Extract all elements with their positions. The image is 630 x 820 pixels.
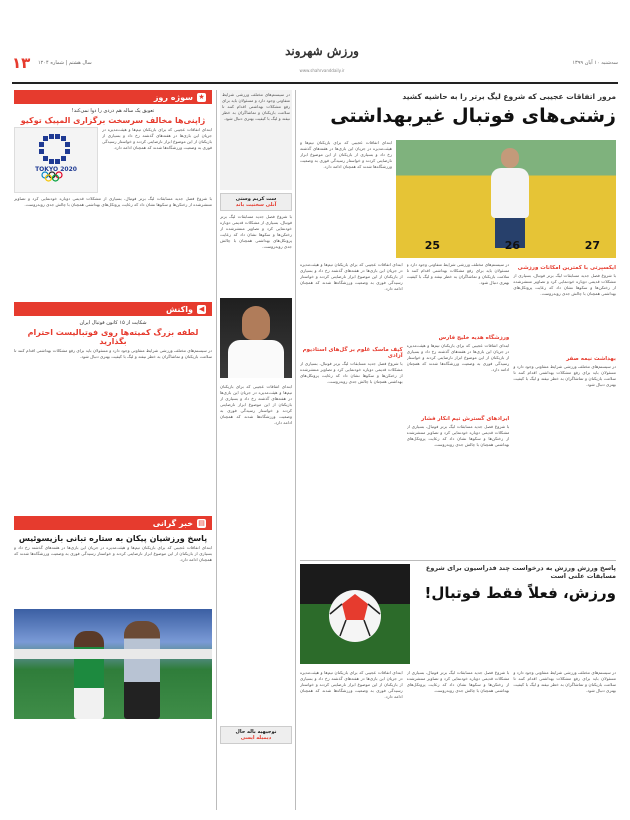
special-news-headline: پاسخ ورزشیان پیکان به ستاره تبانی بازیسوئیس [18, 534, 208, 543]
seat-number-25: 25 [424, 239, 440, 252]
football-ball-photo [300, 564, 410, 664]
lead-body-col-middle [407, 262, 510, 490]
lead-body-col-left [513, 262, 616, 490]
olympic-emblem-icon [13, 128, 97, 194]
news-of-day-body: ابتدای اتفاقات عجیبی که برای بازیکنان تیم‌ها و هیئت‌مدیره در جریان این بازی‌ها در هفته‌های گذشته رخ داد و بسیاری از بازیکنان از این موضوع ابراز نارضایتی کردند و خواستار رسیدگی فوری به وضعیت ورزشگاه‌ها شدند که همچنان ادامه دارد. [102, 127, 212, 150]
lead-subhead: کیف ماسک غلوم بر گل‌های استادیوم آزادی [302, 347, 403, 359]
brand-logo [282, 44, 362, 68]
stadium-seats-photo [396, 140, 616, 258]
lead-subhead: بهداشت نیمه صفر [566, 356, 616, 362]
lead-body-text: در سیستم‌های مختلف ورزشی شرایط متفاوتی وجود دارد و مسئولان باید برای رفع مشکلات بهداشتی اقدام کنند تا سلامت بازیکنان و تماشاگران به خطر نیفتد و لیگ با کیفیت بهتری دنبال شود. [406, 262, 510, 285]
special-news-label: خبر گرانی [152, 518, 193, 528]
page-header [12, 44, 618, 86]
side-column [220, 90, 292, 810]
lead-body-text: با شروع فصل جدید مسابقات لیگ برتر فوتبال، بسیاری از مشکلات قدیمی دوباره خودنمایی کرد و تصاویر منتشرشده از رختکن‌ها و سکوها نشان داد که رعایت پروتکل‌های بهداشتی همچنان با چالش جدی روبه‌روست. [406, 424, 510, 447]
side-news-title: ست کریم وستی [235, 196, 277, 202]
player-figure [74, 631, 104, 719]
seat-number-26: 26 [504, 239, 520, 252]
lead-body-columns [300, 262, 616, 490]
spectator-figure [491, 148, 529, 248]
side-news-box [220, 193, 292, 211]
ad-board [14, 649, 212, 659]
football-match-photo [14, 609, 212, 719]
header-rule [12, 82, 618, 84]
reaction-kicker: شکایت از ۱۵ کانون فوتبال ایران [79, 320, 147, 326]
issue-line: سال هشتم | شماره ۱۲۰۴ [38, 60, 92, 66]
tokyo-logo-text: TOKYO 2020 [35, 166, 77, 173]
special-news-body: ابتدای اتفاقات عجیبی که برای بازیکنان تیم‌ها و هیئت‌مدیره در جریان این بازی‌ها در هفته‌های گذشته رخ داد و بسیاری از بازیکنان از این موضوع ابراز نارضایتی کردند و خواستار رسیدگی فوری به وضعیت ورزشگاه‌ها شدند که همچنان ادامه دارد. [14, 545, 212, 562]
news-of-day-label: سوژه روز [153, 92, 193, 102]
wrestling-body-text: در سیستم‌های مختلف ورزشی شرایط متفاوتی وجود دارد و مسئولان باید برای رفع مشکلات بهداشتی اقدام کنند تا سلامت بازیکنان و تماشاگران به خطر نیفتد و لیگ با کیفیت بهتری دنبال شود. [513, 670, 616, 693]
page-number: ۱۳ [12, 54, 31, 72]
side-column-top-text: در سیستم‌های مختلف ورزشی شرایط متفاوتی وجود دارد و مسئولان باید برای رفع مشکلات بهداشتی اقدام کنند تا سلامت بازیکنان و تماشاگران به خطر نیفتد و لیگ با کیفیت بهتری دنبال شود. [220, 90, 292, 190]
news-of-day-ribbon [14, 90, 212, 104]
lead-body-text: با شروع فصل جدید مسابقات لیگ برتر فوتبال، بسیاری از مشکلات قدیمی دوباره خودنمایی کرد و تصاویر منتشرشده از رختکن‌ها و سکوها نشان داد که رعایت پروتکل‌های بهداشتی همچنان با چالش جدی روبه‌روست. [513, 273, 616, 296]
reaction-body: در سیستم‌های مختلف ورزشی شرایط متفاوتی وجود دارد و مسئولان باید برای رفع مشکلات بهداشتی اقدام کنند تا سلامت بازیکنان و تماشاگران به خطر نیفتد و لیگ با کیفیت بهتری دنبال شود. [14, 348, 212, 359]
wrestling-body-columns [300, 670, 616, 814]
news-of-day-body-2: با شروع فصل جدید مسابقات لیگ برتر فوتبال، بسیاری از مشکلات قدیمی دوباره خودنمایی کرد و تصاویر منتشرشده از رختکن‌ها و سکوها نشان داد که رعایت پروتکل‌های بهداشتی همچنان با چالش جدی روبه‌روست. [14, 196, 212, 207]
player-figure [124, 621, 160, 719]
player-portrait-photo [220, 298, 292, 378]
reaction-ribbon [14, 302, 212, 316]
lead-body-text: با شروع فصل جدید مسابقات لیگ برتر فوتبال، بسیاری از مشکلات قدیمی دوباره خودنمایی کرد و تصاویر منتشرشده از رختکن‌ها و سکوها نشان داد که رعایت پروتکل‌های بهداشتی همچنان با چالش جدی روبه‌روست. [299, 361, 403, 384]
lead-story [300, 90, 616, 490]
tokyo-2020-logo [14, 127, 98, 193]
side-column-text-2: ابتدای اتفاقات عجیبی که برای بازیکنان تیم‌ها و هیئت‌مدیره در جریان این بازی‌ها در هفته‌های گذشته رخ داد و بسیاری از بازیکنان از این موضوع ابراز نارضایتی کردند و خواستار رسیدگی فوری به وضعیت ورزشگاه‌ها شدند که همچنان ادامه دارد. [220, 384, 292, 425]
special-news-ribbon [14, 516, 212, 530]
wrestling-side-title: نوجیهیه باله حال [235, 729, 277, 735]
lead-subhead: ایرادهای گسترش تیم انکار فشار [421, 416, 510, 422]
wrestling-body-text: با شروع فصل جدید مسابقات لیگ برتر فوتبال، بسیاری از مشکلات قدیمی دوباره خودنمایی کرد و تصاویر منتشرشده از رختکن‌ها و سکوها نشان داد که رعایت پروتکل‌های بهداشتی همچنان با چالش جدی روبه‌روست. [406, 670, 510, 693]
wrestling-story [300, 564, 616, 814]
news-of-day-headline: ژاپنی‌ها مخالف سرسخت برگزاری المپیک توکیو [20, 116, 206, 125]
date-meta: سه‌شنبه ۱۰ آبان ۱۳۹۹ [572, 60, 618, 66]
wrestling-side-subtitle: دیمیله ایسی [240, 735, 272, 741]
lead-kicker: مرور اتفاقات عجیبی که شروع لیگ برتر را به حاشیه کشید [402, 92, 616, 101]
lead-title: زشتی‌های فوتبال غیربهداشتی [330, 105, 616, 127]
seat-number-27: 27 [584, 239, 600, 252]
reaction-label: واکنش [166, 304, 193, 314]
brand-name: ورزش شهروند [285, 44, 359, 58]
arrow-icon: ◀ [198, 305, 205, 313]
wrestling-side-box [220, 726, 292, 744]
star-icon: ★ [198, 93, 205, 101]
column-divider [216, 90, 217, 810]
side-column-text: با شروع فصل جدید مسابقات لیگ برتر فوتبال، بسیاری از مشکلات قدیمی دوباره خودنمایی کرد و تصاویر منتشرشده از رختکن‌ها و سکوها نشان داد که رعایت پروتکل‌های بهداشتی همچنان با چالش جدی روبه‌روست. [220, 214, 292, 249]
lead-subhead: ایکسپرتی با کمترین امکانات ورزشی [517, 265, 616, 271]
football-icon [300, 564, 410, 664]
lead-body-col-right [300, 262, 403, 490]
brand-website: www.shahrvanddaily.ir [299, 68, 345, 73]
player-head [242, 306, 270, 340]
lead-subhead: ورزشگاه هدیه خلیج فارس [438, 335, 510, 341]
lead-intro-text: ابتدای اتفاقات عجیبی که برای بازیکنان تیم‌ها و هیئت‌مدیره در جریان این بازی‌ها در هفته‌های گذشته رخ داد و بسیاری از بازیکنان از این موضوع ابراز نارضایتی کردند و خواستار رسیدگی فوری به وضعیت ورزشگاه‌ها شدند که همچنان ادامه دارد. [300, 140, 392, 169]
story-divider [300, 560, 616, 561]
wrestling-title: ورزش، فعلاً فقط فوتبال! [424, 584, 616, 602]
lead-body-text: ابتدای اتفاقات عجیبی که برای بازیکنان تیم‌ها و هیئت‌مدیره در جریان این بازی‌ها در هفته‌های گذشته رخ داد و بسیاری از بازیکنان از این موضوع ابراز نارضایتی کردند و خواستار رسیدگی فوری به وضعیت ورزشگاه‌ها شدند که همچنان ادامه دارد. [406, 343, 510, 372]
side-news-subtitle: آنلی سختیت باند [235, 202, 277, 208]
news-of-day-kicker: تعویق یک ساله هم دردی را دوا نمی‌کند! [71, 108, 155, 114]
column-divider [295, 90, 296, 810]
left-column [14, 90, 212, 810]
player-jersey [228, 340, 284, 378]
reaction-headline: لطفه بزرگ کمیته‌ها روی فوتبالیست احترام بگذارید [27, 328, 199, 346]
wrestling-body-text: ابتدای اتفاقات عجیبی که برای بازیکنان تیم‌ها و هیئت‌مدیره در جریان این بازی‌ها در هفته‌های گذشته رخ داد و بسیاری از بازیکنان از این موضوع ابراز نارضایتی کردند و خواستار رسیدگی فوری به وضعیت ورزشگاه‌ها شدند که همچنان ادامه دارد. [299, 670, 403, 699]
wrestling-kicker: پاسخ ورزش ورزش به درخواست چند فدراسیون برای شروع مسابقات علنی است [425, 564, 616, 580]
lead-body-text: ابتدای اتفاقات عجیبی که برای بازیکنان تیم‌ها و هیئت‌مدیره در جریان این بازی‌ها در هفته‌های گذشته رخ داد و بسیاری از بازیکنان از این موضوع ابراز نارضایتی کردند و خواستار رسیدگی فوری به وضعیت ورزشگاه‌ها شدند که همچنان ادامه دارد. [299, 262, 403, 291]
lead-body-text: در سیستم‌های مختلف ورزشی شرایط متفاوتی وجود دارد و مسئولان باید برای رفع مشکلات بهداشتی اقدام کنند تا سلامت بازیکنان و تماشاگران به خطر نیفتد و لیگ با کیفیت بهتری دنبال شود. [513, 364, 616, 387]
newspaper-icon: ▤ [198, 519, 205, 527]
